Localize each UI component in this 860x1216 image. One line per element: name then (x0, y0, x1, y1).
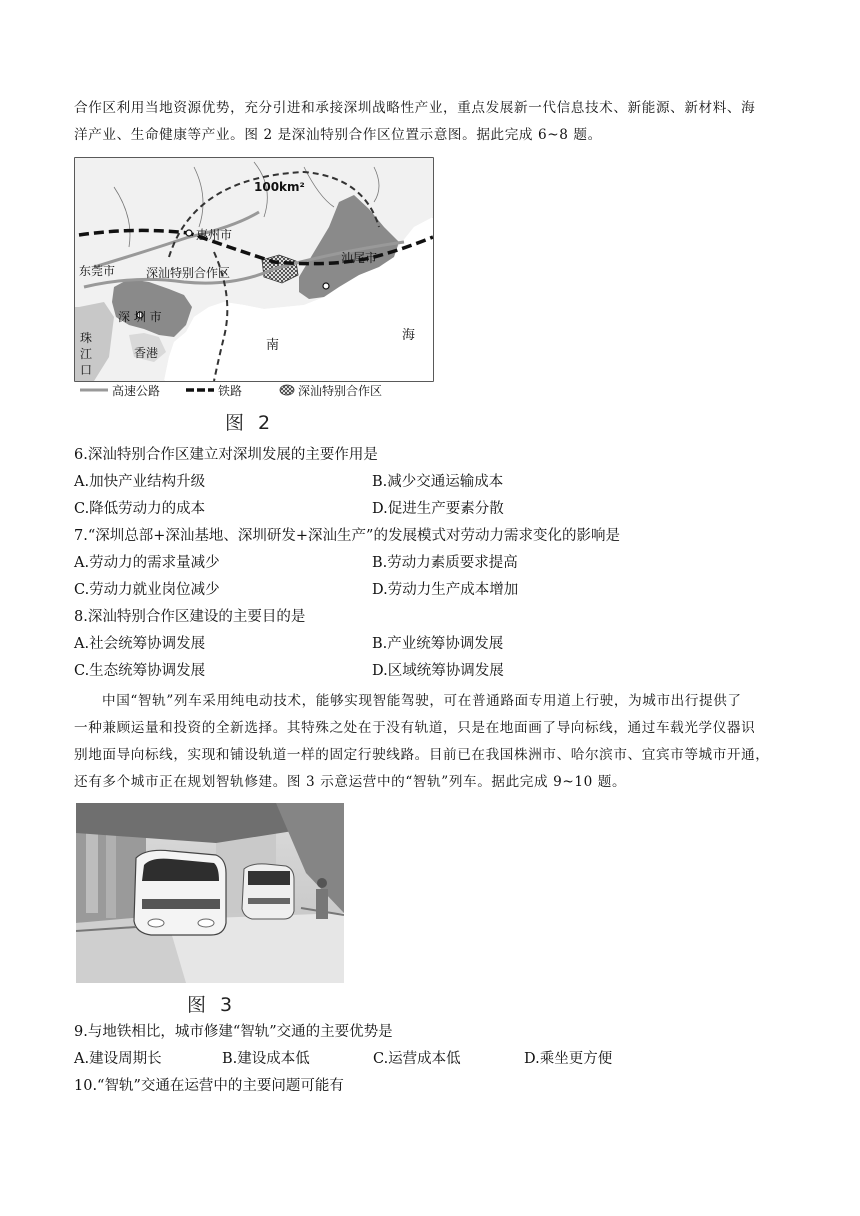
q6-option-b: B.减少交通运输成本 (372, 474, 504, 490)
label-hongkong: 香港 (134, 346, 159, 360)
q6-option-d: D.促进生产要素分散 (372, 501, 504, 517)
intro-line-2: 洋产业、生命健康等产业。图 2 是深汕特别合作区位置示意图。据此完成 6~8 题。 (74, 127, 602, 143)
train-photo (76, 803, 344, 983)
q9-option-d: D.乘坐更方便 (524, 1051, 613, 1067)
label-nan: 南 (266, 338, 280, 353)
label-hai: 海 (402, 328, 416, 343)
q8-option-a: A.社会统筹协调发展 (74, 636, 206, 652)
figure-3-caption: 图 3 (187, 994, 237, 1016)
label-huizhou: 惠州市 (196, 228, 233, 242)
label-zone: 深汕特别合作区 (146, 266, 231, 280)
label-zhujiang-3: 口 (80, 363, 93, 377)
legend-zone: 深汕特别合作区 (298, 384, 383, 398)
legend-railway: 铁路 (218, 384, 243, 398)
location-map (74, 157, 436, 401)
passage2-line-2: 一种兼顾运量和投资的全新选择。其特殊之处在于没有轨道，只是在地面画了导向标线，通过车载光学仪器识 (74, 720, 756, 736)
q6-option-c: C.降低劳动力的成本 (74, 501, 206, 517)
q7-stem: 7.“深圳总部+深汕基地、深圳研发+深汕生产”的发展模式对劳动力需求变化的影响是 (74, 528, 620, 544)
q8-option-b: B.产业统筹协调发展 (372, 636, 504, 652)
passage2-line-4: 还有多个城市正在规划智轨修建。图 3 示意运营中的“智轨”列车。据此完成 9~10 题。 (74, 774, 627, 790)
q6-option-a: A.加快产业结构升级 (74, 474, 206, 490)
label-zhujiang-2: 江 (80, 347, 93, 361)
label-zhujiang-1: 珠 (80, 331, 93, 345)
passage2-line-3: 别地面导向标线，实现和铺设轨道一样的固定行驶线路。目前已在我国株洲市、哈尔滨市、宜宾市等城市开通， (74, 747, 770, 763)
q7-option-c: C.劳动力就业岗位减少 (74, 582, 220, 598)
label-area: 100km² (254, 180, 305, 194)
label-shanwei: 汕尾市 (341, 251, 378, 265)
legend-zone-symbol (280, 385, 294, 395)
q6-stem: 6.深汕特别合作区建立对深圳发展的主要作用是 (74, 447, 378, 463)
q7-option-d: D.劳动力生产成本增加 (372, 582, 519, 598)
label-dongguan: 东莞市 (79, 264, 116, 278)
q9-option-b: B.建设成本低 (222, 1051, 310, 1067)
label-shenzhen: 深 圳 市 (118, 310, 162, 324)
legend-highway: 高速公路 (112, 384, 161, 398)
q9-stem: 9.与地铁相比，城市修建“智轨”交通的主要优势是 (74, 1024, 393, 1040)
q8-option-d: D.区域统筹协调发展 (372, 663, 504, 679)
intro-line-1: 合作区利用当地资源优势，充分引进和承接深圳战略性产业，重点发展新一代信息技术、新能源、新材料、海 (74, 100, 756, 116)
figure-2-caption: 图 2 (225, 412, 275, 434)
q8-option-c: C.生态统筹协调发展 (74, 663, 206, 679)
q7-option-a: A.劳动力的需求量减少 (74, 555, 220, 571)
q10-stem: 10.“智轨”交通在运营中的主要问题可能有 (74, 1078, 344, 1094)
q8-stem: 8.深汕特别合作区建设的主要目的是 (74, 609, 306, 625)
q7-option-b: B.劳动力素质要求提高 (372, 555, 518, 571)
q9-option-c: C.运营成本低 (373, 1051, 461, 1067)
passage2-line-1: 中国“智轨”列车采用纯电动技术，能够实现智能驾驶，可在普通路面专用道上行驶，为城市出行提供了 (102, 693, 742, 709)
q9-option-a: A.建设周期长 (74, 1051, 162, 1067)
